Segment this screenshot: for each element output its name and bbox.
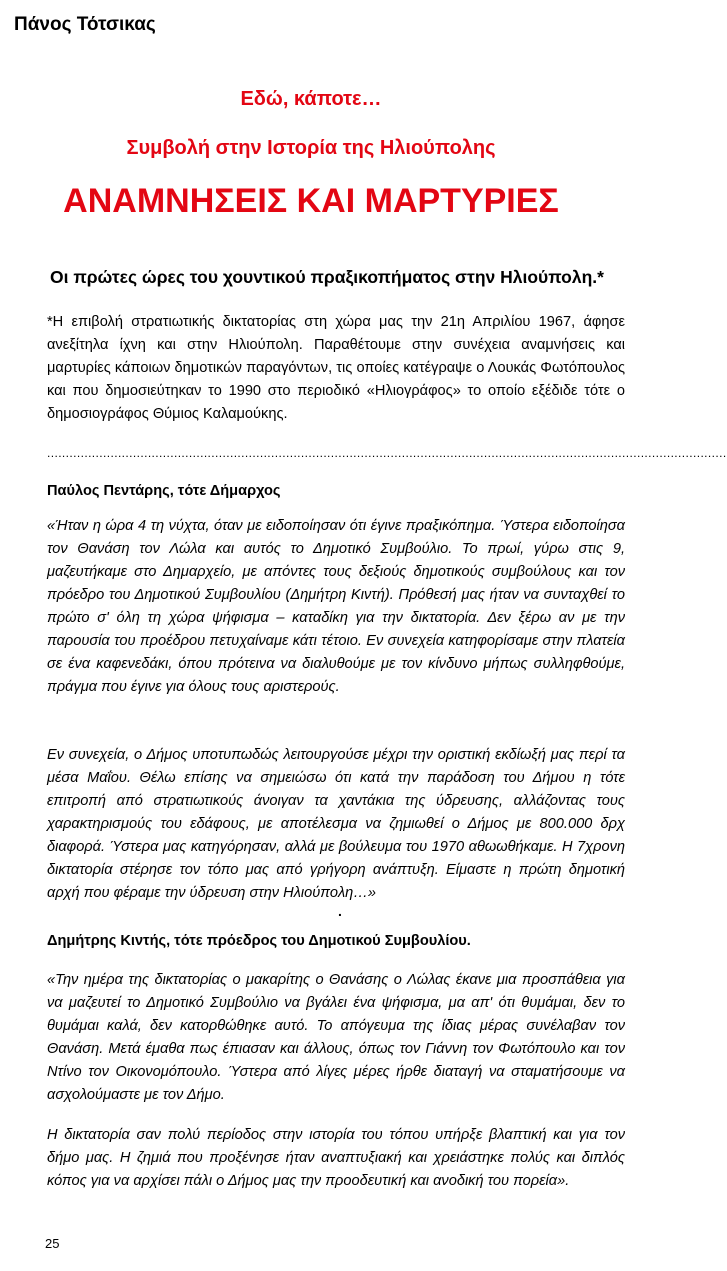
testimony-paragraph: Η δικτατορία σαν πολύ περίοδος στην ιστορία του τόπου υπήρξε βλαπτική και για τον δήμο μας. Η ζημιά που προξένησε ήταν αναπτυξιακή και χρειάστηκε πολύς και διπλός κόπος για να αρχίσει πάλι ο Δήμος μας την προοδευτική και ανοδική του πορεία». <box>47 1127 625 1189</box>
testimony-paragraph: Εν συνεχεία, ο Δήμος υποτυπωδώς λειτουργούσε μέχρι την οριστική εκδίωξή μας περί τα μέσα Μαΐου. Θέλω επίσης να σημειώσω ότι κατά την παράδοση του Δήμου η τότε επιτροπή από στρατιωτικούς άνοιγαν τα χαντάκια της ύδρευσης, αλλάζοντας τους χαρακτηρισμούς του εδάφους, με αποτέλεσμα να ζημιωθεί ο Δήμος με 800.000 δρχ διαφορά. Ύστερα μας κατηγόρησαν, αλλά με βούλευμα του 1970 αθωωθήκαμε. Η 7χρονη δικτατορία στέρησε τον τόπο μας από γρήγορη ανάπτυξη. Είμαστε η πρώτη δημοτική αρχή που φέραμε την ύδρευση στην Ηλιούπολη…» <box>47 747 625 901</box>
testimony-paragraph: «Την ημέρα της δικτατορίας ο μακαρίτης ο Θανάσης ο Λώλας έκανε μια προσπάθεια για να μαζευτεί το Δημοτικό Συμβούλιο να βγάλει ένα ψήφισμα, μα απ' ότι θυμάμαι, δεν το θυμάμαι καλά, δεν κατορθώθηκε αυτό. Το απόγευμα της ίδιας μέρας συνέλαβαν τον Θανάση. Μετά έμαθα πως έπιασαν και άλλους, όπως τον Γιάννη τον Φωτόπουλο και τον Ντίνο τον Οικονομόπουλο. Ύστερα από λίγες μέρες ήρθε διαταγή να σταματήσουμε να ασχολούμαστε με τον Δήμο. <box>47 972 625 1103</box>
main-title: ΑΝΑΜΝΗΣΕΙΣ ΚΑΙ ΜΑΡΤΥΡΙΕΣ <box>63 182 559 220</box>
series-subtitle: Συμβολή στην Ιστορία της Ηλιούπολης <box>126 137 496 159</box>
intro-paragraph: *Η επιβολή στρατιωτικής δικτατορίας στη χώρα μας την 21η Απριλίου 1967, άφησε ανεξίτηλα ίχνη και στην Ηλιούπολη. Παραθέτουμε στην συνέχεια αναμνήσεις και μαρτυρίες κάποιων δημοτικών παραγόντων, τις οποίες κατέγραψε ο Λουκάς Φωτόπουλος και που δημοσιεύτηκαν το 1990 στο περιοδικό «Ηλιογράφος» το οποίο εξέδιδε τότε ο δημοσιογράφος Θύμιος Καλαμούκης. <box>47 314 625 422</box>
speaker-heading-pentaris: Παύλος Πεντάρης, τότε Δήμαρχος <box>47 483 281 499</box>
author-name: Πάνος Τότσικας <box>14 14 156 35</box>
page-number: 25 <box>45 1236 60 1251</box>
dotted-separator: ...................................................................................................................................................................................... <box>47 446 727 460</box>
testimony-paragraph: «Ήταν η ώρα 4 τη νύχτα, όταν με ειδοποίησαν ότι έγινε πραξικόπημα. Ύστερα ειδοποίησα τον Θανάση τον Λώλα και αυτός το Δημοτικό Συμβούλιο. Το πρωί, γύρω στις 9, μαζευτήκαμε στο Δημαρχείο, με απόντες τους δεξιούς δημοτικούς συμβούλους και τον πρόεδρο του Δημοτικού Συμβουλίου (Δημήτρη Κιντή). Πρόθεσή μας ήταν να συνταχθεί το πρώτο σ' όλη τη χώρα ψήφισμα – καταδίκη για την δικτατορία. Δεν ξέρω αν με την παρουσία του προέδρου πετυχαίναμε κάτι τέτοιο. Εν συνεχεία κατηφορίσαμε στην πλατεία σε ένα καφενεδάκι, όπου πρότεινα να διαλυθούμε με τον κίνδυνο μήπως συλληφθούμε, πράγμα που έγινε για όλους τους αριστερούς. <box>47 518 625 695</box>
speaker-heading-kintis: Δημήτρης Κιντής, τότε πρόεδρος του Δημοτικού Συμβουλίου. <box>47 933 471 949</box>
series-title: Εδώ, κάποτε… <box>240 88 382 110</box>
article-title: Οι πρώτες ώρες του χουντικού πραξικοπήματος στην Ηλιούπολη.* <box>50 267 604 287</box>
section-dot: . <box>338 903 342 919</box>
